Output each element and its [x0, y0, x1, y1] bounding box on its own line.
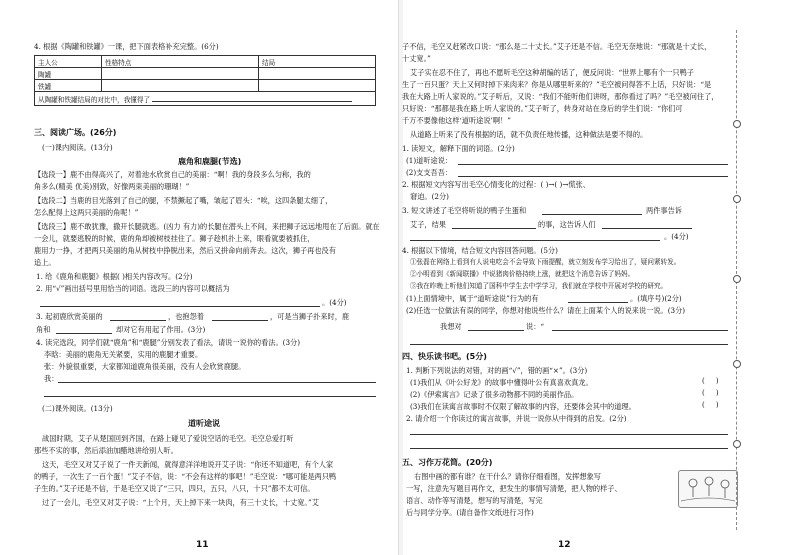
- s5-line: 一写，注意先写题目再作文，把发生的事情写清楚，把人物的样子、: [406, 484, 622, 493]
- story-2-line: 战国时期，艾子从楚国回到齐国，在路上碰见了爱说空话的毛空。毛空总爱打听: [42, 434, 294, 443]
- section-4-heading: 四、快乐读书吧。(5分): [402, 352, 487, 361]
- page-number: 11: [196, 540, 209, 550]
- binding-hole: [733, 360, 741, 368]
- part-1-heading: (一)课内阅读。(13分): [42, 143, 113, 152]
- reading-q2: 2. 用“√”画出括号里用恰当的词语。选段三的内容可以概括为: [36, 284, 230, 293]
- reading2-q3-e: 。(4分): [664, 232, 689, 241]
- answer-line[interactable]: [410, 344, 728, 345]
- story-2-cont: 十丈宽。”: [402, 54, 431, 63]
- answer-line[interactable]: [410, 448, 728, 449]
- story-2-para: 我在大路上听人家说的。”艾子听后，又说：“我们不能听他们讲呀，那你看过了吗？”毛空被问住了，: [402, 92, 719, 101]
- story-2-line: 子生的。”艾子还是不信，于是毛空又说了“三只，四只，五只，八只，十只”都不太可信。: [34, 484, 315, 493]
- reading2-q4-s1: (1)上面情境中，属于“道听途说”行为的有: [406, 294, 539, 303]
- writing-prompt-picture: [678, 470, 738, 508]
- s4-q1: 1. 判断下列说法的对错，对的画“√”，错的画“×”。(3分): [406, 366, 588, 375]
- table-cell[interactable]: [102, 68, 259, 80]
- story-2-title: 道听途说: [188, 419, 220, 428]
- reading-q3-c: ，可是当狮子扑来时，鹿: [270, 312, 350, 321]
- answer-line[interactable]: [212, 320, 268, 321]
- s4-item: (2)《伊索寓言》记录了很多动物都不同的美丽作品。: [410, 390, 579, 399]
- story-1-line: 鹿用力一挣，才把两只美丽的角从树枝中挣脱出来，然后又拼命向前奔去。这次，狮子再也没有: [34, 246, 336, 255]
- table-header: 结局: [259, 56, 376, 68]
- say-to-label: 我想对: [440, 322, 462, 331]
- story-2-cont: 子不信，毛空又赶紧改口说：“那么是二十丈长。”艾子还是不信。毛空无奈地说：“那就是十丈长，: [402, 42, 712, 51]
- answer-line[interactable]: [468, 330, 524, 331]
- reading-q3-a: 3. 起初鹿欣赏美丽的: [36, 312, 103, 321]
- answer-line[interactable]: [552, 330, 728, 331]
- binding-hole: [733, 195, 741, 203]
- binding-hole: [733, 120, 741, 128]
- story-2-para: 只好说：“那都是我在路上听人家说的。”艾子听了，转身对站在身后的学生们说：“你们可: [402, 104, 683, 113]
- answer-line[interactable]: [542, 214, 642, 215]
- story-1-line: 【选段一】鹿不由得高兴了，对着池水欣赏自己的美丽：“啊！我的身段多么匀称，我的: [34, 170, 311, 179]
- s5-line: 右图中画的都有谁？在干什么？请你仔细看图，发挥想象写: [414, 472, 601, 481]
- answer-line[interactable]: [58, 382, 376, 383]
- answer-parens[interactable]: ( ): [702, 377, 719, 385]
- say-label: 说：“: [526, 322, 545, 331]
- part-2-heading: (二)课外阅读。(13分): [42, 404, 113, 413]
- story-1-line: 一会儿，就要逃脱的时候，鹿的角却被树枝挂住了。狮子趁机扑上来，眼看就要被抓住，: [34, 234, 315, 243]
- answer-line[interactable]: [44, 396, 376, 397]
- answer-line[interactable]: [458, 164, 728, 165]
- table-cell[interactable]: [102, 80, 259, 92]
- reading2-q2-b: 窘迫。(2分): [410, 192, 449, 201]
- story-2-line: 过了一会儿，毛空又对艾子说：“上个月，天上掉下来一块肉，有三十丈长，十丈宽。”艾: [42, 498, 319, 507]
- s5-line: 后与同学分享。(请自备作文纸进行习作): [406, 508, 534, 517]
- q4-title: 4. 根据《陶罐和铁罐》一课，把下面表格补充完整。(6分): [34, 42, 219, 51]
- section-5-heading: 五、习作万花筒。(20分): [402, 458, 493, 467]
- opinion-b: 张：外貌很重要，大家都知道鹿角很美丽，没有人会欣赏鹿腿。: [44, 362, 246, 371]
- reading-q2-score: 。(4分): [322, 298, 347, 307]
- story-1-title: 鹿角和鹿腿(节选): [178, 157, 242, 166]
- reading-q3-b: ，也抱怨着: [168, 312, 204, 321]
- scenario-2: ②小明看到《新闻联播》中说猪肉价格持续上涨，就把这个消息告诉了妈妈。: [410, 270, 635, 278]
- answer-parens[interactable]: ( ): [702, 389, 719, 397]
- reading2-q1: 1. 读短文，解释下面的词语。(2分): [402, 144, 515, 153]
- character-table: [34, 55, 376, 106]
- table-cell[interactable]: [259, 68, 376, 80]
- binding-hole: [733, 440, 741, 448]
- answer-line[interactable]: [410, 240, 660, 241]
- scenario-1: ①张磊在网络上看到有人说电吃会不会导致下雨提醒，就立刻发布学习给出了，疑问紧转发。: [410, 258, 681, 266]
- opinion-a: 李晗：美丽的鹿角无关紧要，实用的鹿腿才重要。: [44, 350, 203, 359]
- reading2-q1-b: (2)支支吾吾：: [406, 168, 453, 177]
- reading2-q3-d: 的事，这告诉人们: [538, 220, 596, 229]
- reading-q4: 4. 读完选段，同学们就“鹿角”和“鹿腿”分别发表了看法，请说一说你的看法。(3分): [36, 338, 301, 347]
- page-number: 12: [558, 540, 571, 550]
- s4-item: (1)我们从《叶公好龙》的故事中懂得叶公有真喜欢真龙。: [410, 378, 593, 387]
- answer-line[interactable]: [110, 320, 166, 321]
- story-2-line: 那些不实的事，然后添油加醋地讲给别人听。: [34, 446, 178, 455]
- answer-line[interactable]: [410, 434, 728, 435]
- table-row-label: 陶罐: [35, 68, 102, 80]
- reading2-q4-s1b: 。(填序号)(2分): [630, 294, 682, 303]
- reading2-q4-s2: (2)任选一位做法有误的同学，你想对他说些什么？请在上面某个人的说来说一说。(3分): [406, 306, 686, 315]
- s4-q2: 2. 请介绍一个你读过的寓言故事，并说一说你从中得到的启发。(2分): [406, 414, 627, 423]
- left-page: [0, 0, 398, 555]
- s4-item: (3)我们在读寓言故事时不仅限了解故事的内容，还要体会其中的道理。: [410, 402, 636, 411]
- story-1-line: 追上。: [34, 258, 56, 267]
- children-scene-icon: [679, 471, 737, 507]
- reading-q1: 1. 给《鹿角和鹿腿》根据( )相关内容改写。(2分): [36, 272, 193, 281]
- table-cell[interactable]: [259, 80, 376, 92]
- answer-line[interactable]: [152, 101, 352, 102]
- binding-hole: [733, 275, 741, 283]
- reading2-q3-b: 两件事告诉: [646, 206, 682, 215]
- story-1-line: 角多么(精美 优美)别致，好像两束美丽的珊瑚！”: [34, 182, 190, 191]
- answer-parens[interactable]: ( ): [702, 401, 719, 409]
- answer-line[interactable]: [458, 176, 728, 177]
- story-2-line: 的鸭子，一次生了一百个蛋！”艾子不信，说：“不会有这样的事吧！”毛空说：“哪可能是两只鸭: [34, 472, 337, 481]
- opinion-me: 我：: [44, 374, 59, 383]
- story-2-para: 生了一百只蛋？天上又何时掉下来肉来？你是从哪里听来的？”毛空被问得答不上话，只好说：“是: [402, 80, 712, 89]
- reading-q3-d: 角和: [36, 325, 51, 334]
- q4-note: 从陶罐和铁罐结局的对比中，我懂得了: [38, 95, 151, 104]
- table-header: 主人公: [35, 56, 102, 68]
- answer-line[interactable]: [602, 228, 692, 229]
- reading2-q1-a: (1)道听途说：: [406, 156, 453, 165]
- story-1-line: 怎么配得上这两只美丽的角呢！”: [34, 208, 139, 217]
- story-2-moral: 从道路上听来了没有根据的话，就不负责任地传播，这种做法是要不得的。: [410, 130, 648, 139]
- reading2-q3-a: 3. 短文讲述了毛空将听说的鸭子生蛋和: [402, 206, 527, 215]
- answer-line[interactable]: [40, 306, 320, 307]
- right-page: [402, 0, 800, 555]
- story-1-line: 【选段二】当鹿的目光落到了自己的腿，不禁撅起了嘴，皱起了眉头：“唉，这四条腿太细了，: [34, 196, 333, 205]
- table-header: 性格特点: [102, 56, 259, 68]
- answer-line[interactable]: [56, 333, 112, 334]
- story-1-line: 【选段三】鹿不敢犹豫，撒开长腿就逃。(凶力 有力)的长腿在潜头上不间，来把狮子远远地甩在了后面。就在: [34, 222, 380, 231]
- s5-line: 语言、动作等写清楚，想写的写清楚，写完: [406, 496, 543, 505]
- section-3-heading: 三、阅读广场。(26分): [34, 128, 117, 137]
- answer-line[interactable]: [568, 302, 628, 303]
- story-2-para: 艾子实在忍不住了，再也不愿听毛空这种胡编的话了，便反问说：“世界上哪有个一只鸭子: [410, 68, 694, 77]
- reading-q3-e: 却对它有用起了作用。(3分): [116, 325, 206, 334]
- table-row-label: 铁罐: [35, 80, 102, 92]
- story-2-line: 这天，毛空又对艾子说了一件天新闻，就得意洋洋地说开艾子说：“你还不知道吧，有个人家: [42, 460, 334, 469]
- table-note-cell: [35, 92, 376, 106]
- story-2-para: 千万不要像他这样‘道听途说’啊！”: [402, 116, 511, 125]
- reading2-q2-a: 2. 根据短文内容写出毛空心情变化的过程：( )→( )→慌张、: [402, 180, 590, 189]
- scenario-3: ③我在昨晚上听他们知道了国科中学生去中学学习，我们就在学校中开展对学校的研究。: [410, 282, 668, 290]
- reading2-q4: 4. 根据以下情境，结合短文内容回答问题。(5分): [402, 246, 558, 255]
- reading2-q3-c: 艾子，结果: [410, 220, 446, 229]
- answer-line[interactable]: [452, 228, 536, 229]
